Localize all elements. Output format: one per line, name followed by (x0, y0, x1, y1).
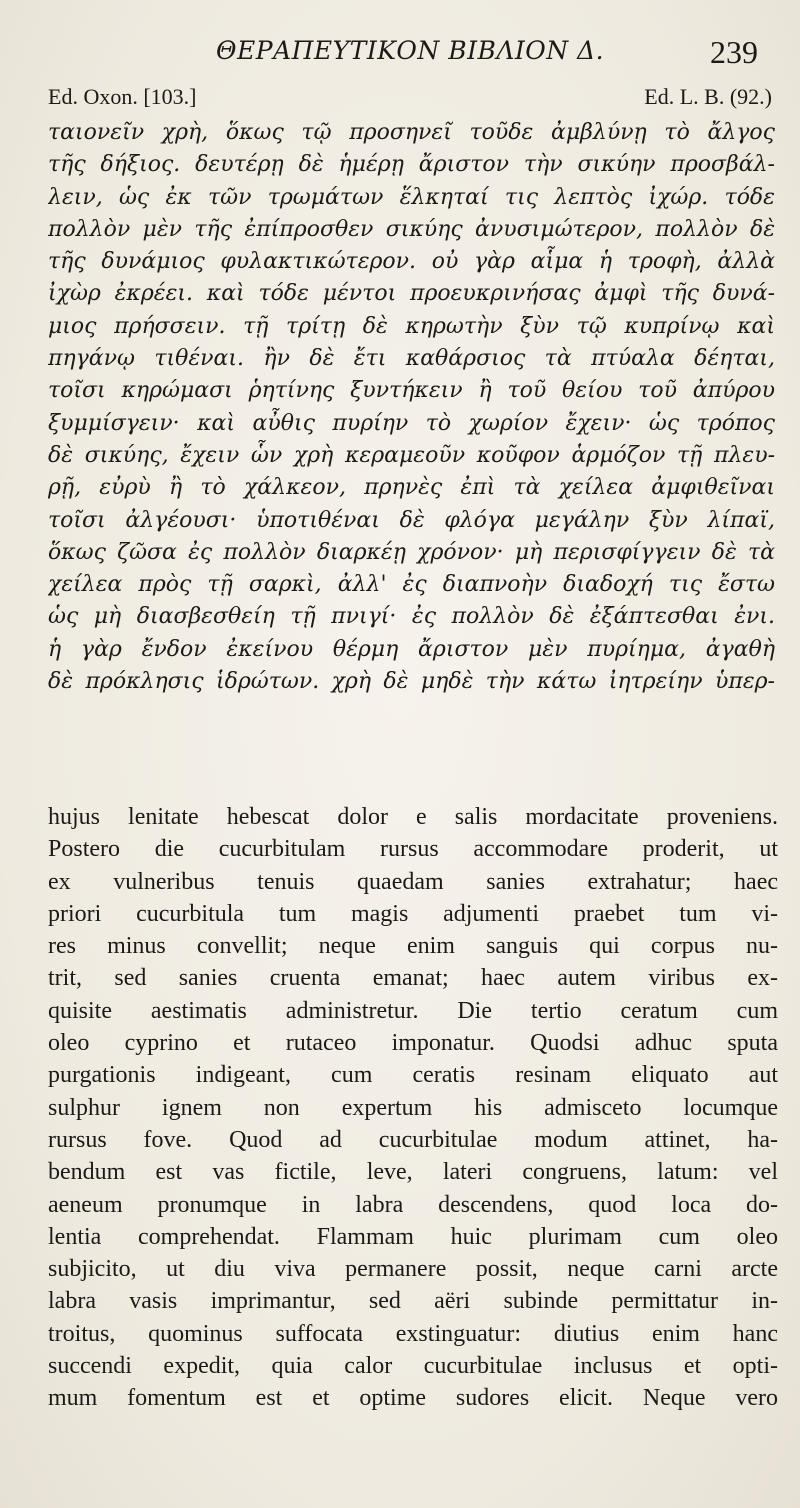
greek-line: ρῇ, εὐρὺ ἢ τὸ χάλκεον, πρηνὲς ἐπὶ τὰ χείλεα ἀμφιθεῖναι (48, 475, 775, 501)
latin-line: purgationis indigeant, cum ceratis resinam eliquato aut (48, 1062, 778, 1089)
greek-line: ταιονεῖν χρὴ, ὅκως τῷ προσηνεῖ τοῦδε ἀμβλύνῃ τὸ ἄλγος (48, 120, 775, 145)
latin-line: rursus fove. Quod ad cucurbitulae modum attinet, ha- (48, 1126, 778, 1153)
edition-references (48, 84, 772, 114)
greek-line: ὅκως ζῶσα ἐς πολλὸν διαρκέῃ χρόνον· μὴ περισφίγγειν δὲ τὰ (48, 539, 775, 565)
greek-line: τῆς δήξιος. δευτέρῃ δὲ ἡμέρῃ ἄριστον τὴν σικύην προσβάλ- (48, 152, 775, 178)
latin-line: trit, sed sanies cruenta emanat; haec autem viribus ex- (48, 965, 778, 992)
greek-line: ἡ γὰρ ἔνδον ἐκείνου θέρμη ἄριστον μὲν πυρίημα, ἀγαθὴ (48, 636, 775, 662)
greek-text (48, 117, 775, 698)
latin-line: lentia comprehendat. Flammam huic plurimam cum oleo (48, 1223, 778, 1250)
latin-line: res minus convellit; neque enim sanguis qui corpus nu- (48, 933, 778, 960)
greek-line: λειν, ὡς ἐκ τῶν τρωμάτων ἕλκηταί τις λεπτὸς ἰχώρ. τόδε (48, 184, 775, 210)
greek-line: τῆς δυνάμιος φυλακτικώτερον. οὐ γὰρ αἷμα ἡ τροφὴ, ἀλλὰ (48, 249, 775, 275)
greek-line: πηγάνῳ τιθέναι. ἢν δὲ ἔτι καθάρσιος τὰ πτύαλα δέηται, (48, 346, 775, 372)
greek-line: χείλεα πρὸς τῇ σαρκὶ, ἀλλ' ἐς διαπνοὴν διαδοχή τις ἔστω (48, 572, 775, 598)
greek-line: δὲ πρόκλησις ἱδρώτων. χρὴ δὲ μηδὲ τὴν κάτω ἰητρείην ὑπερ- (48, 669, 775, 695)
latin-line: sulphur ignem non expertum his admisceto locumque (48, 1094, 778, 1121)
latin-line: ex vulneribus tenuis quaedam sanies extrahatur; haec (48, 868, 778, 895)
latin-line: subjicito, ut diu viva permanere possit, neque carni arcte (48, 1256, 778, 1283)
greek-line: μιος πρήσσειν. τῇ τρίτῃ δὲ κηρωτὴν ξὺν τῷ κυπρίνῳ καὶ (48, 313, 775, 339)
greek-line: ὡς μὴ διασβεσθείη τῇ πνιγί· ἐς πολλὸν δὲ ἐξάπτεσθαι ἐνι. (48, 604, 775, 630)
page-number: 239 (710, 34, 758, 70)
greek-line: τοῖσι ἀλγέουσι· ὑποτιθέναι δὲ φλόγα μεγάλην ξὺν λίπαϊ, (48, 507, 775, 533)
greek-line: πολλὸν μὲν τῆς ἐπίπροσθεν σικύης ἀνυσιμώτερον, πολλὸν δὲ (48, 216, 775, 242)
edition-lb: Ed. L. B. (92.) (644, 84, 772, 109)
latin-line: quisite aestimatis administretur. Die tertio ceratum cum (48, 997, 778, 1024)
greek-line: ξυμμίσγειν· καὶ αὖθις πυρίην τὸ χωρίον ἔχειν· ὡς τρόπος (48, 410, 775, 436)
latin-line: aeneum pronumque in labra descendens, quod loca do- (48, 1191, 778, 1218)
latin-line: priori cucurbitula tum magis adjumenti praebet tum vi- (48, 900, 778, 927)
latin-line: hujus lenitate hebescat dolor e salis mordacitate proveniens. (48, 804, 778, 830)
greek-line: δὲ σικύης, ἔχειν ὧν χρὴ κεραμεοῦν κοῦφον ἁρμόζον τῇ πλευ- (48, 442, 775, 468)
latin-line: Postero die cucurbitulam rursus accommodare proderit, ut (48, 836, 778, 863)
latin-line: mum fomentum est et optime sudores elicit. Neque vero (48, 1385, 778, 1412)
running-head (48, 32, 770, 76)
greek-line: ἰχὼρ ἐκρέει. καὶ τόδε μέντοι προευκρινήσας ἀμφὶ τῆς δυνά- (48, 281, 775, 307)
running-title: ΘΕΡΑΠΕΥΤΙΚΟΝ ΒΙΒΛΙΟΝ Δ. (216, 36, 605, 65)
latin-line: oleo cyprino et rutaceo imponatur. Quodsi adhuc sputa (48, 1030, 778, 1057)
latin-line: troitus, quominus suffocata exstinguatur: diutius enim hanc (48, 1320, 778, 1347)
edition-oxon: Ed. Oxon. [103.] (48, 84, 197, 109)
greek-line: τοῖσι κηρώμασι ῥητίνης ξυντήκειν ἢ τοῦ θείου τοῦ ἀπύρου (48, 378, 775, 404)
latin-line: labra vasis imprimantur, sed aëri subinde permittatur in- (48, 1288, 778, 1315)
latin-line: bendum est vas fictile, leve, lateri congruens, latum: vel (48, 1159, 778, 1186)
latin-translation (48, 801, 778, 1415)
latin-line: succendi expedit, quia calor cucurbitulae inclusus et opti- (48, 1353, 778, 1380)
